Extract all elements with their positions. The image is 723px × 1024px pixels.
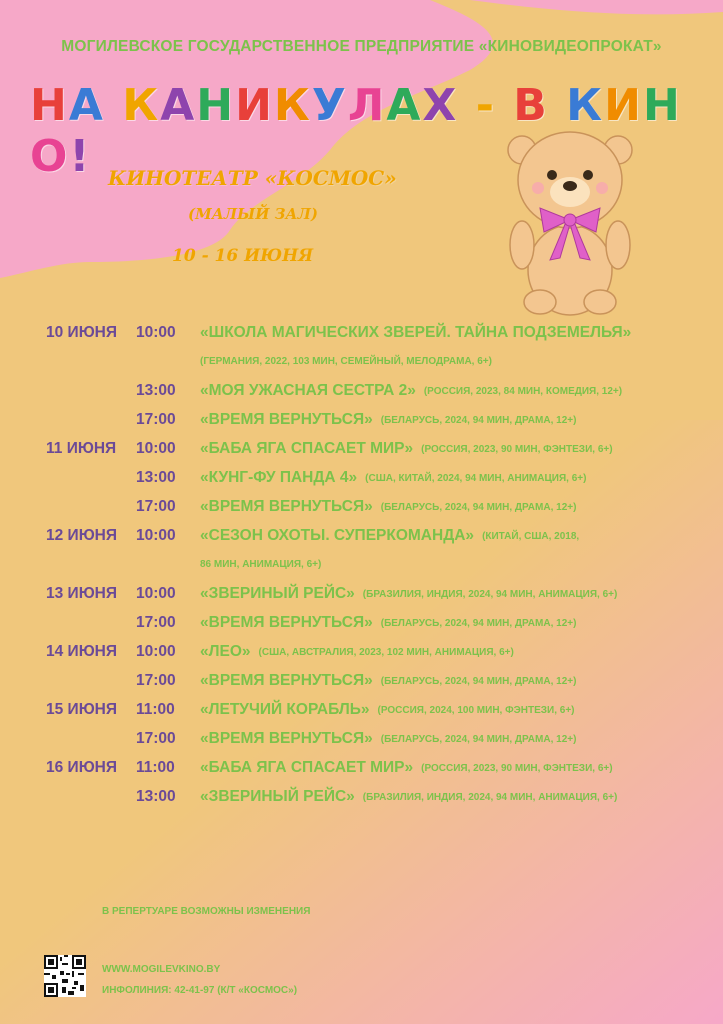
headline-letter: И xyxy=(235,80,274,131)
film-row xyxy=(200,672,576,690)
screening-time: 17:00 xyxy=(136,411,176,428)
film-title: «ВРЕМЯ ВЕРНУТЬСЯ» xyxy=(200,672,373,689)
film-row xyxy=(200,701,575,719)
screening-time: 10:00 xyxy=(136,585,176,602)
screening-time: 17:00 xyxy=(136,498,176,515)
screening-date: 14 ИЮНЯ xyxy=(46,643,118,660)
screening-date: 10 ИЮНЯ xyxy=(46,324,118,341)
screening-time: 10:00 xyxy=(136,440,176,457)
headline-letter: К xyxy=(273,80,312,131)
film-title: «СЕЗОН ОХОТЫ. СУПЕРКОМАНДА» xyxy=(200,527,475,544)
film-details: (БРАЗИЛИЯ, ИНДИЯ, 2024, 94 МИН, АНИМАЦИЯ, 6+) xyxy=(362,792,618,803)
headline-letter xyxy=(105,80,122,131)
film-title: «ЗВЕРИНЫЙ РЕЙС» xyxy=(200,788,355,805)
film-row xyxy=(200,498,576,516)
qr-code-icon xyxy=(44,955,86,997)
film-row xyxy=(200,759,613,777)
film-row xyxy=(200,324,631,342)
film-title: «БАБА ЯГА СПАСАЕТ МИР» xyxy=(200,759,414,776)
film-title: «ШКОЛА МАГИЧЕСКИХ ЗВЕРЕЙ. ТАЙНА ПОДЗЕМЕЛЬЯ» xyxy=(200,324,632,341)
headline-letter: А xyxy=(386,80,423,131)
teddy-bear-icon xyxy=(500,120,640,320)
film-details: (РОССИЯ, 2024, 100 МИН, ФЭНТЕЗИ, 6+) xyxy=(377,705,575,716)
screening-time: 17:00 xyxy=(136,672,176,689)
film-row xyxy=(200,382,622,400)
film-title: «БАБА ЯГА СПАСАЕТ МИР» xyxy=(200,440,414,457)
headline-letter xyxy=(458,80,475,131)
film-details: (РОССИЯ, 2023, 90 МИН, ФЭНТЕЗИ, 6+) xyxy=(421,444,613,455)
film-details: (БЕЛАРУСЬ, 2024, 94 МИН, ДРАМА, 12+) xyxy=(380,415,577,426)
film-row xyxy=(200,411,576,429)
headline-letter: И xyxy=(604,80,643,131)
film-details: (КИТАЙ, США, 2018, xyxy=(482,531,580,542)
film-row xyxy=(200,585,617,603)
film-row xyxy=(200,614,576,632)
film-details: (РОССИЯ, 2023, 90 МИН, ФЭНТЕЗИ, 6+) xyxy=(421,763,613,774)
screening-date: 15 ИЮНЯ xyxy=(46,701,118,718)
screening-date: 16 ИЮНЯ xyxy=(46,759,118,776)
headline-letter: К xyxy=(122,80,161,131)
screening-time: 10:00 xyxy=(136,527,176,544)
headline-letter: Н xyxy=(196,80,236,131)
headline-letter: Н xyxy=(642,80,682,131)
film-details-continued: (ГЕРМАНИЯ, 2022, 103 МИН, СЕМЕЙНЫЙ, МЕЛОДРАМА, 6+) xyxy=(200,356,492,367)
film-title: «ВРЕМЯ ВЕРНУТЬСЯ» xyxy=(200,498,373,515)
film-title: «ВРЕМЯ ВЕРНУТЬСЯ» xyxy=(200,730,373,747)
film-details-continued: 86 МИН, АНИМАЦИЯ, 6+) xyxy=(200,559,322,570)
film-title: «ВРЕМЯ ВЕРНУТЬСЯ» xyxy=(200,614,373,631)
headline-letter: ! xyxy=(69,131,92,182)
headline-letter: У xyxy=(311,80,348,131)
film-details: (БЕЛАРУСЬ, 2024, 94 МИН, ДРАМА, 12+) xyxy=(380,618,577,629)
film-title: «ЛЕО» xyxy=(200,643,251,660)
film-title: «КУНГ-ФУ ПАНДА 4» xyxy=(200,469,358,486)
film-details: (РОССИЯ, 2023, 84 МИН, КОМЕДИЯ, 12+) xyxy=(423,386,623,397)
film-details: (БРАЗИЛИЯ, ИНДИЯ, 2024, 94 МИН, АНИМАЦИЯ, 6+) xyxy=(362,589,618,600)
film-row xyxy=(200,788,617,806)
film-row xyxy=(200,440,613,458)
headline-letter: - xyxy=(475,80,496,131)
screening-time: 10:00 xyxy=(136,643,176,660)
screening-time: 17:00 xyxy=(136,730,176,747)
headline-letter: К xyxy=(566,80,605,131)
website-link[interactable]: WWW.MOGILEVKINO.BY xyxy=(102,964,221,975)
cinema-name: КИНОТЕАТР «КОСМОС» xyxy=(108,166,397,190)
repertoire-note: В РЕПЕРТУАРЕ ВОЗМОЖНЫ ИЗМЕНЕНИЯ xyxy=(102,906,311,917)
organization-title: МОГИЛЕВСКОЕ ГОСУДАРСТВЕННОЕ ПРЕДПРИЯТИЕ «КИНОВИДЕОПРОКАТ» xyxy=(61,38,662,55)
headline-letter: Н xyxy=(30,80,69,131)
headline-letter: В xyxy=(513,80,549,131)
film-row xyxy=(200,527,579,545)
screening-time: 17:00 xyxy=(136,614,176,631)
screening-date: 11 ИЮНЯ xyxy=(46,440,117,457)
film-row xyxy=(200,643,514,661)
film-details: (США, КИТАЙ, 2024, 94 МИН, АНИМАЦИЯ, 6+) xyxy=(365,473,587,484)
headline-letter: Л xyxy=(347,80,387,131)
film-title: «ЛЕТУЧИЙ КОРАБЛЬ» xyxy=(200,701,370,718)
film-row xyxy=(200,469,586,487)
headline-letter: А xyxy=(160,80,197,131)
film-row xyxy=(200,730,576,748)
date-range: 10 - 16 ИЮНЯ xyxy=(172,246,314,266)
film-details: (БЕЛАРУСЬ, 2024, 94 МИН, ДРАМА, 12+) xyxy=(380,734,577,745)
headline-letter: А xyxy=(68,80,105,131)
screening-time: 13:00 xyxy=(136,382,176,399)
screening-time: 13:00 xyxy=(136,788,176,805)
screening-date: 12 ИЮНЯ xyxy=(46,527,118,544)
screening-time: 11:00 xyxy=(136,759,175,776)
infoline-phone: ИНФОЛИНИЯ: 42-41-97 (К/Т «КОСМОС») xyxy=(102,985,298,996)
film-details: (БЕЛАРУСЬ, 2024, 94 МИН, ДРАМА, 12+) xyxy=(380,502,577,513)
film-title: «МОЯ УЖАСНАЯ СЕСТРА 2» xyxy=(200,382,416,399)
film-details: (США, АВСТРАЛИЯ, 2023, 102 МИН, АНИМАЦИЯ, 6+) xyxy=(258,647,514,658)
film-details: (БЕЛАРУСЬ, 2024, 94 МИН, ДРАМА, 12+) xyxy=(380,676,577,687)
film-title: «ЗВЕРИНЫЙ РЕЙС» xyxy=(200,585,355,602)
screening-date: 13 ИЮНЯ xyxy=(46,585,118,602)
screening-time: 13:00 xyxy=(136,469,176,486)
hall-name: (МАЛЫЙ ЗАЛ) xyxy=(188,205,318,223)
film-title: «ВРЕМЯ ВЕРНУТЬСЯ» xyxy=(200,411,373,428)
headline-letter: О xyxy=(30,131,70,182)
screening-time: 10:00 xyxy=(136,324,176,341)
screening-time: 11:00 xyxy=(136,701,175,718)
headline-letter: Х xyxy=(422,80,459,131)
